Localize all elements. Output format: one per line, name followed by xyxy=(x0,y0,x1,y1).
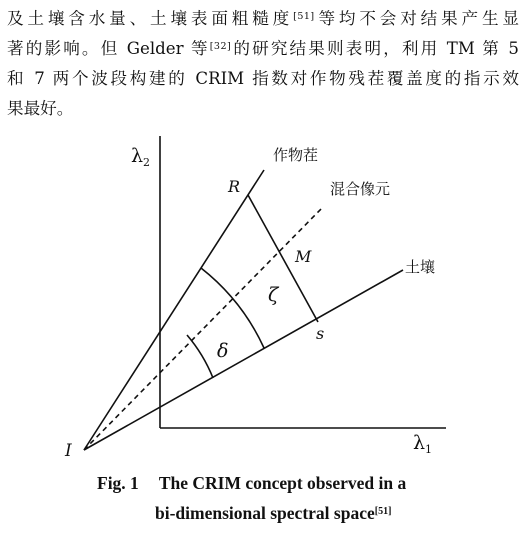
point-s-label: s xyxy=(316,324,325,343)
crop-line xyxy=(84,170,264,450)
mixed-pixel-label: 混合像元 xyxy=(330,180,391,198)
citation-32: [32] xyxy=(209,41,232,52)
mixed-pixel-line xyxy=(84,208,325,450)
crim-diagram xyxy=(0,130,525,465)
caption-citation: [51] xyxy=(374,506,392,517)
text-segment: 著的影响。但 Gelder 等 xyxy=(7,39,210,58)
point-r-label: R xyxy=(228,177,241,196)
caption-text-2: bi-dimensional spectral space xyxy=(155,503,375,523)
zeta-arc xyxy=(201,268,264,348)
crop-line-label: 作物茬 xyxy=(273,146,319,164)
angle-delta-label: δ xyxy=(217,340,229,362)
x-axis-label: $\lambda_1$ xyxy=(413,432,433,456)
soil-line xyxy=(84,270,403,450)
y-axis-label: $\lambda_2$ xyxy=(131,145,151,169)
paragraph-line-1 xyxy=(7,4,519,34)
text-segment: 及土壤含水量、土壤表面粗糙度 xyxy=(7,9,294,28)
caption-text-1: The CRIM concept observed in a xyxy=(158,473,407,493)
paragraph-line-2 xyxy=(7,34,519,64)
paragraph-line-3: 和 7 两个波段构建的 CRIM 指数对作物残茬覆盖度的指示效 xyxy=(7,69,519,88)
point-m-label: M xyxy=(295,247,312,266)
caption-line-1 xyxy=(97,468,406,498)
paragraph-line-4: 果最好。 xyxy=(7,99,74,118)
delta-arc xyxy=(187,335,213,378)
angle-zeta-label: ζ xyxy=(268,284,279,306)
caption-line-2 xyxy=(155,498,391,528)
figure-number: Fig. 1 xyxy=(97,473,139,493)
text-segment: 等均不会对结果产生显 xyxy=(314,9,520,28)
citation-51: [51] xyxy=(293,11,315,22)
soil-line-label: 土壤 xyxy=(405,258,436,276)
text-segment: 的研究结果则表明，利用 TM 第 5 xyxy=(231,39,519,58)
origin-label: I xyxy=(65,441,72,461)
body-paragraph xyxy=(7,4,519,124)
